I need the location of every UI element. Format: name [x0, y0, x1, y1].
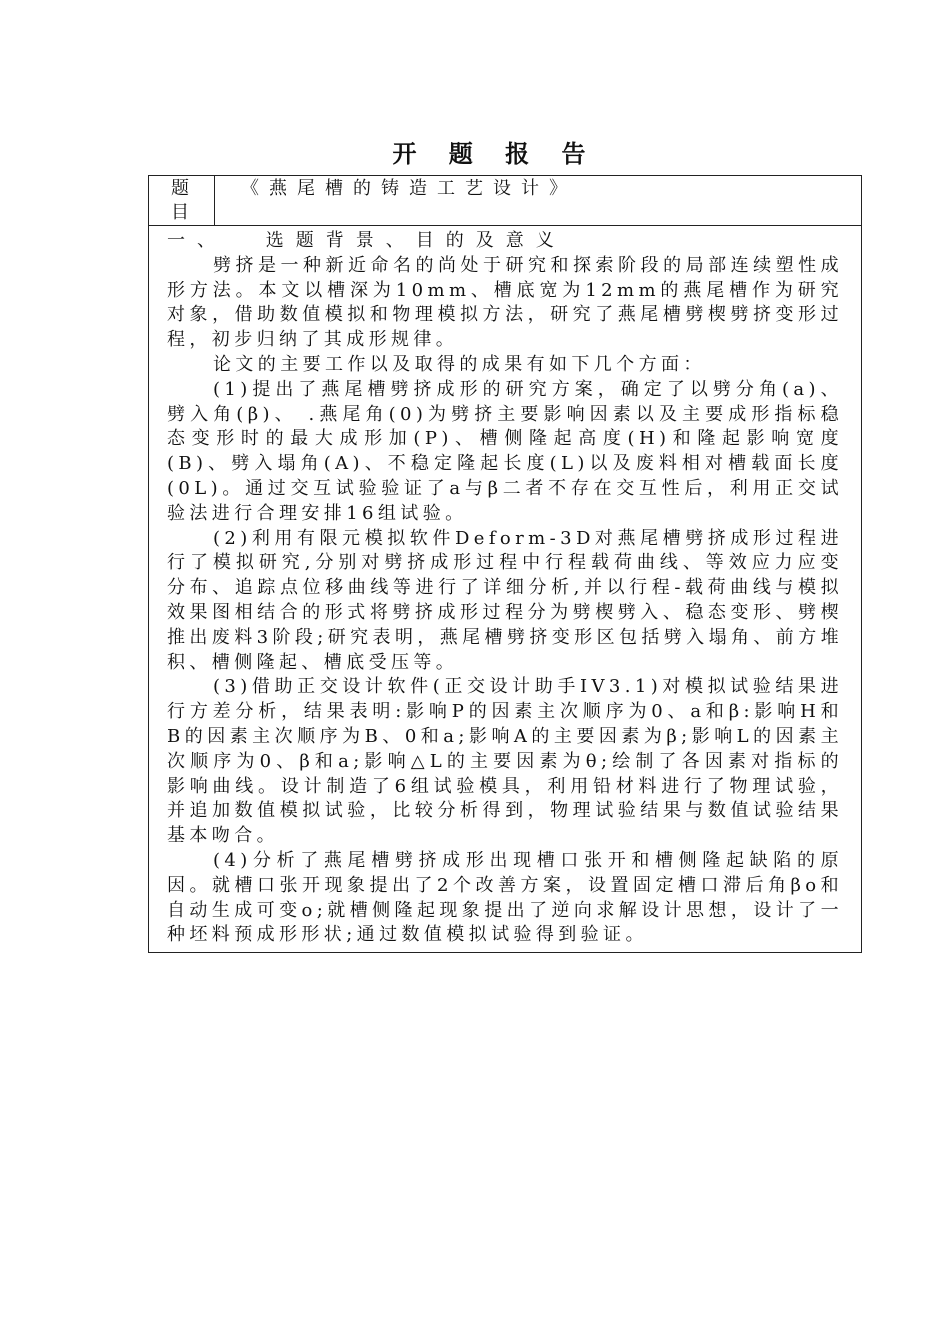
paragraph-main-work: 论文的主要工作以及取得的成果有如下几个方面：	[213, 353, 706, 375]
page-title: 开 题 报 告	[392, 139, 598, 168]
topic-label	[149, 176, 215, 225]
paragraph-item-3: (3)借助正交设计软件(正交设计助手IV3.1)对模拟试验结果进行方差分析，结果表明:影响P的因素主次顺序为0、a和β:影响H和B的因素主次顺序为B、0和a;影响A的主要因素为β;影响L的因素主次顺序为0、β和a;影响△L的主要因素为θ;绘制了各因素对指标的影响曲线。设计制造了6组试验模具，利用铅材料进行了物理试验，并追加数值模拟试验，比较分析得到，物理试验结果与数值试验结果基本吻合。	[167, 676, 843, 847]
section-heading: 一、 选题背景、目的及意义	[167, 230, 566, 251]
paragraph-item-2: (2)利用有限元模拟软件Deform-3D对燕尾槽劈挤成形过程进行了模拟研究,分别对劈挤成形过程中行程载荷曲线、等效应力应变分布、追踪点位移曲线等进行了详细分析,并以行程-载荷曲线与模拟效果图相结合的形式将劈挤成形过程分为劈楔劈入、稳态变形、劈楔推出废料3阶段;研究表明，燕尾槽劈挤变形区包括劈入塌角、前方堆积、槽侧隆起、槽底受压等。	[167, 527, 843, 673]
topic-label-line2: 目	[171, 202, 189, 223]
topic-row	[149, 176, 861, 226]
paragraph-intro: 劈挤是一种新近命名的尚处于研究和探索阶段的局部连续塑性成形方法。本文以槽深为10mm、槽底宽为12mm的燕尾槽作为研究对象，借助数值模拟和物理模拟方法，研究了燕尾槽劈楔劈挤变形过程，初步归纳了其成形规律。	[167, 254, 843, 351]
content-cell	[149, 226, 861, 952]
paragraph-item-4: (4)分析了燕尾槽劈挤成形出现槽口张开和槽侧隆起缺陷的原因。就槽口张开现象提出了2个改善方案，设置固定槽口滞后角βo和自动生成可变o;就槽侧隆起现象提出了逆向求解设计思想，设计了一种坯料预成形形状;通过数值模拟试验得到验证。	[167, 849, 843, 946]
report-table	[148, 175, 862, 953]
topic-value: 《燕尾槽的铸造工艺设计》	[241, 178, 577, 199]
paragraph-item-1: (1)提出了燕尾槽劈挤成形的研究方案，确定了以劈分角(a)、劈入角(β)、 .燕尾角(0)为劈挤主要影响因素以及主要成形指标稳态变形时的最大成形加(P)、槽侧隆起高度(H)和隆起影响宽度(B)、劈入塌角(A)、不稳定隆起长度(L)以及废料相对槽载面长度(0L)。通过交互试验验证了a与β二者不存在交互性后，利用正交试验法进行合理安排16组试验。	[167, 378, 843, 524]
topic-label-line1: 题	[171, 178, 189, 199]
